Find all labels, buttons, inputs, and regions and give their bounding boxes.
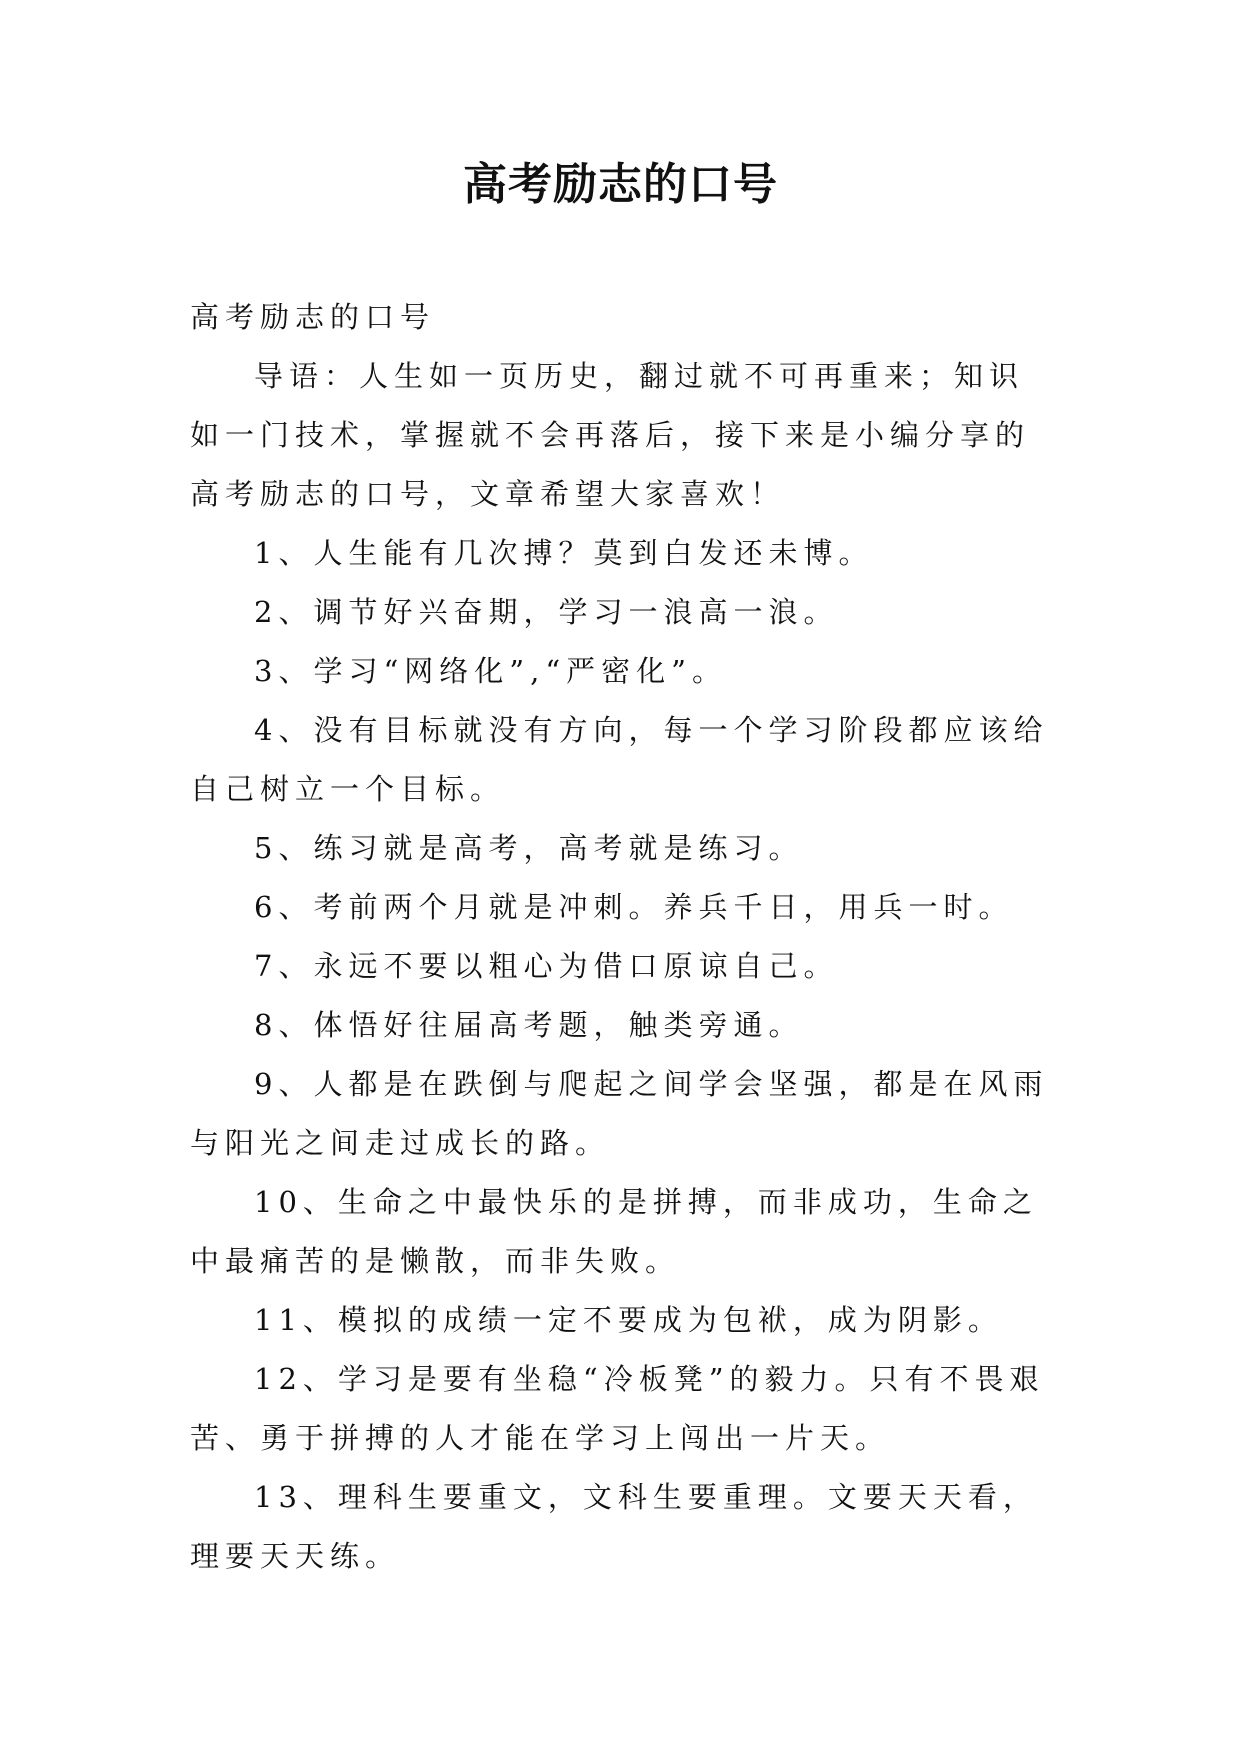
paragraph-item-4: 4、没有目标就没有方向，每一个学习阶段都应该给自己树立一个目标。 [190,713,1049,806]
paragraph-item-9: 9、人都是在跌倒与爬起之间学会坚强，都是在风雨与阳光之间走过成长的路。 [190,1067,1049,1160]
paragraph-item-1: 1、人生能有几次搏？莫到白发还未博。 [254,536,874,570]
paragraph-item-11: 11、模拟的成绩一定不要成为包袱，成为阴影。 [254,1303,1003,1337]
paragraph-item-2: 2、调节好兴奋期，学习一浪高一浪。 [254,595,839,629]
paragraph-item-6: 6、考前两个月就是冲刺。养兵千日，用兵一时。 [254,890,1014,924]
paragraph-item-7: 7、永远不要以粗心为借口原谅自己。 [254,949,839,983]
document-title: 高考励志的口号 [463,159,778,210]
paragraph-item-13: 13、理科生要重文，文科生要重理。文要天天看，理要天天练。 [190,1480,1038,1573]
paragraph-item-12: 12、学习是要有坐稳“冷板凳”的毅力。只有不畏艰苦、勇于拼搏的人才能在学习上闯出一片天。 [190,1362,1045,1455]
document-body [190,288,1050,1586]
paragraph-item-5: 5、练习就是高考，高考就是练习。 [254,831,804,865]
paragraph-item-8: 8、体悟好往届高考题，触类旁通。 [254,1008,804,1042]
document-subtitle: 高考励志的口号 [190,300,436,334]
paragraph-item-10: 10、生命之中最快乐的是拼搏，而非成功，生命之中最痛苦的是懒散，而非失败。 [190,1185,1038,1278]
paragraph-intro: 导语：人生如一页历史，翻过就不可再重来；知识如一门技术，掌握就不会再落后，接下来是小编分享的高考励志的口号，文章希望大家喜欢！ [190,359,1031,511]
paragraph-item-3: 3、学习“网络化”,“严密化”。 [254,654,727,688]
